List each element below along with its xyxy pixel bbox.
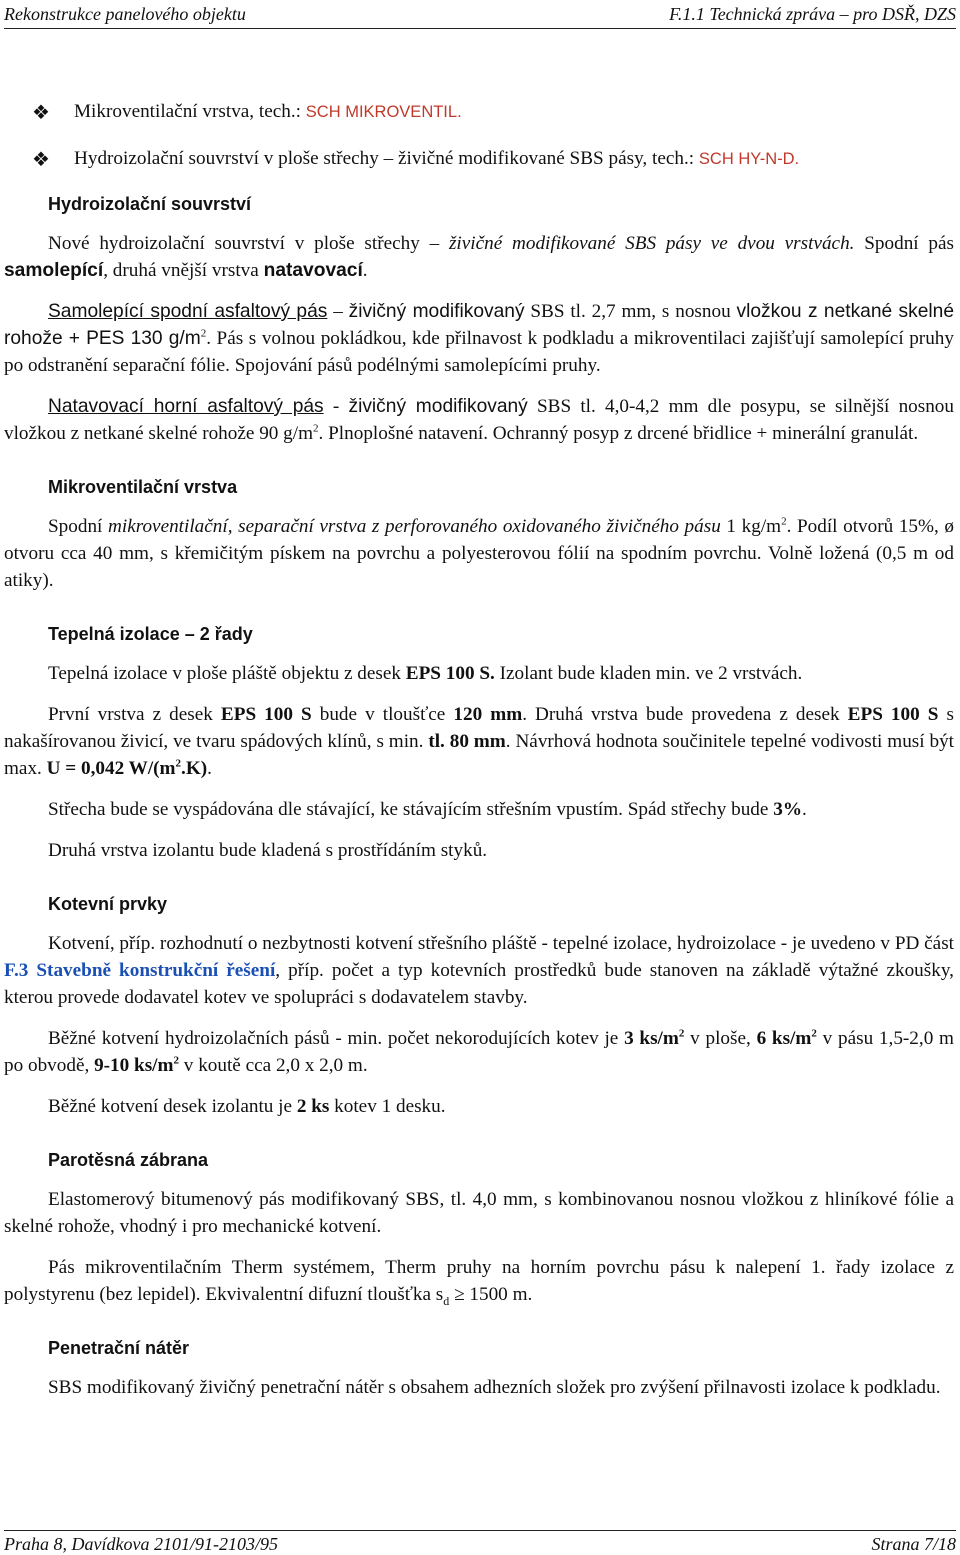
page-header (4, 4, 956, 29)
paragraph: Natavovací horní asfaltový pás - živičný modifikovaný SBS tl. 4,0-4,2 mm dle posypu, se silnější nosnou vložkou z netkané skelné rohože 90 $g/m^2$. Plnoplošné natavení. Ochranný posyp z drcené břidlice + minerální granulát. (4, 396, 954, 444)
paragraph: Druhá vrstva izolantu bude kladená s prostřídáním styků. (48, 840, 488, 861)
list-item: ❖ Hydroizolační souvrství v ploše střechy – živičné modifikované SBS pásy, tech.: SCH HY-N-D. (4, 145, 954, 173)
paragraph: Elastomerový bitumenový pás modifikovaný SBS, tl. 4,0 mm, s kombinovanou nosnou vložkou z hliníkové fólie a skelné rohože, vhodný i pro mechanické kotvení. (4, 1189, 954, 1237)
paragraph: Samolepící spodní asfaltový pás – živičný modifikovaný SBS tl. 2,7 mm, s nosnou vložkou z netkané skelné rohože + PES 130 $g/m^2$. Pás s volnou pokládkou, kde přilnavost k podkladu a mikroventilaci zajišťují samolepící pruhy po odstranění separační fólie. Spojování pásů podélnými samolepícími pruhy. (4, 301, 955, 376)
paragraph: Pás mikroventilačním Therm systémem, Therm pruhy na horním povrchu pásu k nalepení 1. řady izolace z polystyrenu (bez lepidel). Ekvivalentní difuzní tloušťka $s_d \ge 1500$ m. (4, 1257, 954, 1308)
paragraph: Nové hydroizolační souvrství v ploše střechy – živičné modifikované SBS pásy ve dvou vrstvách. Spodní pás samolepící, druhá vnější vrstva natavovací. (4, 233, 954, 281)
paragraph: První vrstva z desek EPS 100 S bude v tloušťce 120 mm. Druhá vrstva bude provedena z desek EPS 100 S s nakašírovanou živicí, ve tvaru spádových klínů, s min. tl. 80 mm. Návrhová hodnota součinitele tepelné vodivosti musí být max. U = 0,042 $W/(m^2.K)$. (4, 704, 954, 779)
diamond-bullet-icon: ❖ (32, 149, 50, 171)
section-heading-kotevni-prvky: Kotevní prvky (48, 894, 168, 914)
paragraph: Běžné kotvení hydroizolačních pásů - min. počet nekorodujících kotev je 3 $ks/m^2$ v ploše, 6 $ks/m^2$ v pásu 1,5-2,0 m po obvodě, 9-10 $ks/m^2$ v koutě cca 2,0 x 2,0 m. (4, 1027, 954, 1076)
section-heading-tepelna-izolace: Tepelná izolace – 2 řady (48, 624, 253, 644)
header-document: F.1.1 Technická zpráva – pro DSŘ, DZS (669, 4, 956, 24)
section-heading-parotesna-zabrana: Parotěsná zábrana (48, 1150, 209, 1170)
document-reference-link: F.3 Stavebně konstrukční řešení (4, 960, 276, 981)
document-body (4, 98, 954, 1415)
section-heading-penetracni-nater: Penetrační nátěr (48, 1338, 190, 1358)
paragraph: Běžné kotvení desek izolantu je 2 ks kotev 1 desku. (48, 1096, 446, 1117)
paragraph: Tepelná izolace v ploše pláště objektu z desek EPS 100 S. Izolant bude kladen min. ve 2 vrstvách. (48, 663, 803, 684)
page-footer (4, 1530, 956, 1555)
footer-address: Praha 8, Davídkova 2101/91-2103/95 (4, 1534, 278, 1554)
paragraph: SBS modifikovaný živičný penetrační nátěr s obsahem adhezních složek pro zvýšení přilnavosti izolace k podkladu. (48, 1377, 941, 1398)
section-heading-mikroventilace: Mikroventilační vrstva (48, 477, 238, 497)
paragraph: Kotvení, příp. rozhodnutí o nezbytnosti kotvení střešního pláště - tepelné izolace, hydroizolace - je uvedeno v PD část F.3 Stavebně konstrukční řešení, příp. počet a typ kotevních prostředků bude stanoven na základě výtažné zkoušky, kterou provede dodavatel kotev ve spolupráci s dodavatelem stavby. (4, 933, 954, 1008)
paragraph: Spodní mikroventilační, separační vrstva z perforovaného oxidovaného živičného pásu 1 $kg/m^2$. Podíl otvorů 15%, ø otvoru cca 40 mm, s křemičitým pískem na povrchu a polyesterovou fólií na spodním povrchu. Volně ložená (0,5 m od atiky). (4, 515, 954, 591)
paragraph: Střecha bude se vyspádována dle stávající, ke stávajícím střešním vpustím. Spád střechy bude 3%. (48, 799, 807, 820)
diamond-bullet-icon: ❖ (32, 102, 50, 124)
list-item: ❖ Mikroventilační vrstva, tech.: SCH MIKROVENTIL. (4, 98, 954, 126)
page-number: Strana 7/18 (871, 1534, 956, 1554)
section-heading-hydroizolace: Hydroizolační souvrství (48, 194, 252, 214)
header-project: Rekonstrukce panelového objektu (4, 4, 246, 24)
layer-list (4, 98, 954, 173)
